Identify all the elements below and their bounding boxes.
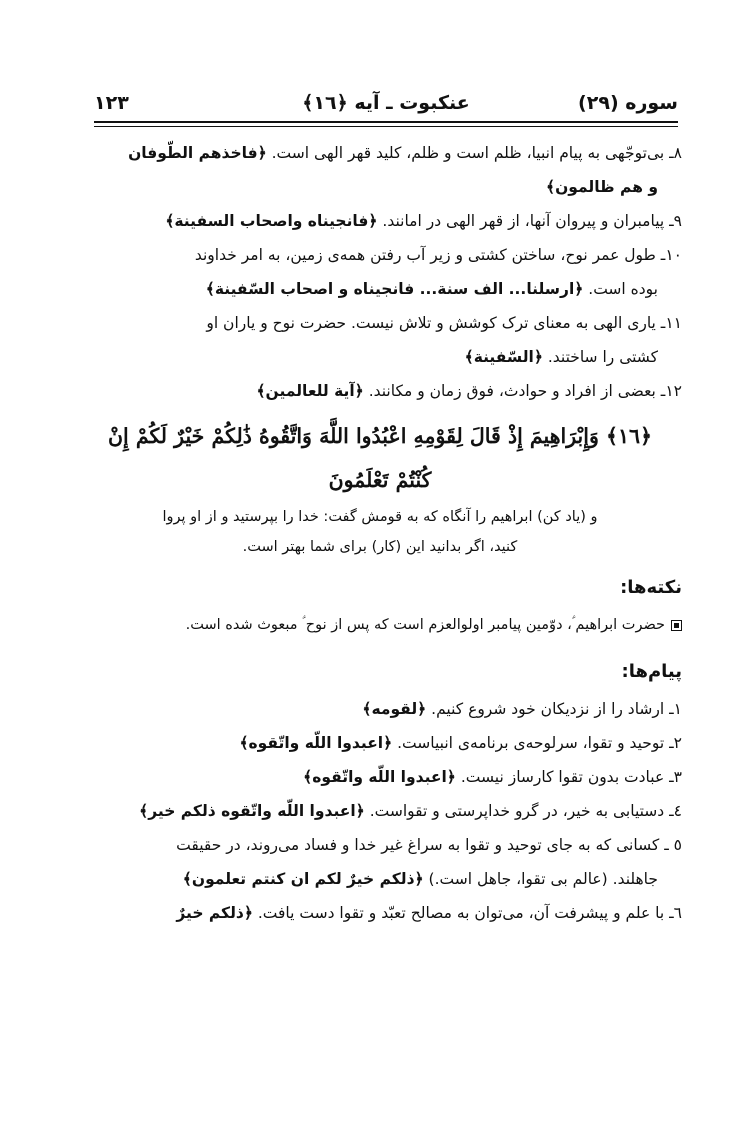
message-line: ٢ـ توحید و تقوا، سرلوحه‌ی برنامه‌ی انبیاست. ﴿اعبدوا اللّه واتّقوه﴾: [239, 734, 682, 752]
messages-title: پیام‌ها:: [621, 661, 682, 682]
page-content: [78, 136, 682, 930]
page-number: ١٢٣: [94, 92, 129, 114]
translation-line-2: کنید، اگر بدانید این (کار) برای شما بهتر است.: [242, 539, 518, 555]
message-line: ٣ـ عبادت بدون تقوا کارساز نیست. ﴿اعبدوا اللّه واتّقوه﴾: [303, 768, 682, 786]
points-title: نکته‌ها:: [620, 577, 682, 598]
message-line: ٦ـ با علم و پیشرفت آن، می‌توان به مصالح تعبّد و تقوا دست یافت. ﴿ذلکم خیرٌ: [176, 904, 682, 922]
note-line: ١٠ـ طول عمر نوح، ساختن کشتی و زیر آب رفتن همه‌ی زمین، به امر خداوند: [194, 246, 682, 264]
note-line: ٩ـ پیامبران و پیروان آنها، از قهر الهی در امانند. ﴿فانجیناه واصحاب السفینة﴾: [165, 212, 682, 230]
translation-line-1: و (یاد کن) ابراهیم را آنگاه که به قومش گفت: خدا را بپرستید و از او پروا: [162, 509, 598, 525]
note-line: بوده است. ﴿ارسلنا... الف سنة... فانجیناه و اصحاب السّفینة﴾: [205, 280, 658, 298]
points-bullet: [78, 608, 682, 642]
message-line: ٤ـ دستیابی به خیر، در گرو خداپرستی و تقواست. ﴿اعبدوا اللّه واتّقوه ذلکم خیر﴾: [139, 802, 682, 820]
verse-line-1: ﴿١٦﴾ وَإِبْرَاهِيمَ إِذْ قَالَ لِقَوْمِهِ اعْبُدُوا اللَّهَ وَاتَّقُوهُ ذَٰلِكُمْ خَيْرٌ لَكُمْ إِنْ: [107, 424, 653, 448]
note-line: ١١ـ یاری الهی به معنای ترک کوشش و تلاش نیست. حضرت نوح و یاران او: [206, 314, 682, 332]
note-line: کشتی را ساختند. ﴿السّفینة﴾: [464, 348, 658, 366]
header-rule-thin: [94, 126, 678, 127]
message-line: جاهلند. (عالم بی تقوا، جاهل است.) ﴿ذلکم خیرٌ لکم ان کنتم تعلمون﴾: [182, 870, 658, 888]
page-header: [94, 88, 678, 118]
note-line: ١٢ـ بعضی از افراد و حوادث، فوق زمان و مکانند. ﴿آیة للعالمین﴾: [256, 382, 682, 400]
header-rule: [94, 121, 678, 123]
verse-line-2: كُنْتُمْ تَعْلَمُونَ: [328, 468, 432, 492]
note-line: ٨ـ بی‌توجّهی به پیام انبیا، ظلم است و ظلم، کلید قهر الهی است. ﴿فاخذهم الطّوفان: [128, 144, 682, 162]
note-line: و هم ظالمون﴾: [546, 178, 658, 196]
message-line: ١ـ ارشاد را از نزدیکان خود شروع کنیم. ﴿لقومه﴾: [362, 700, 682, 718]
points-bullet-text: حضرت ابراهیم ؑ، دوّمین پیامبر اولوالعزم است که پس از نوح ؑ مبعوث شده است.: [185, 617, 665, 633]
header-title: عنکبوت ـ آیه ﴿١٦﴾: [302, 92, 470, 114]
surah-label: سوره (٢٩): [578, 92, 678, 114]
square-bullet-icon: [671, 620, 682, 631]
message-line: ٥ ـ کسانی که به جای توحید و تقوا به سراغ غیر خدا و فساد می‌روند، در حقیقت: [176, 836, 682, 854]
